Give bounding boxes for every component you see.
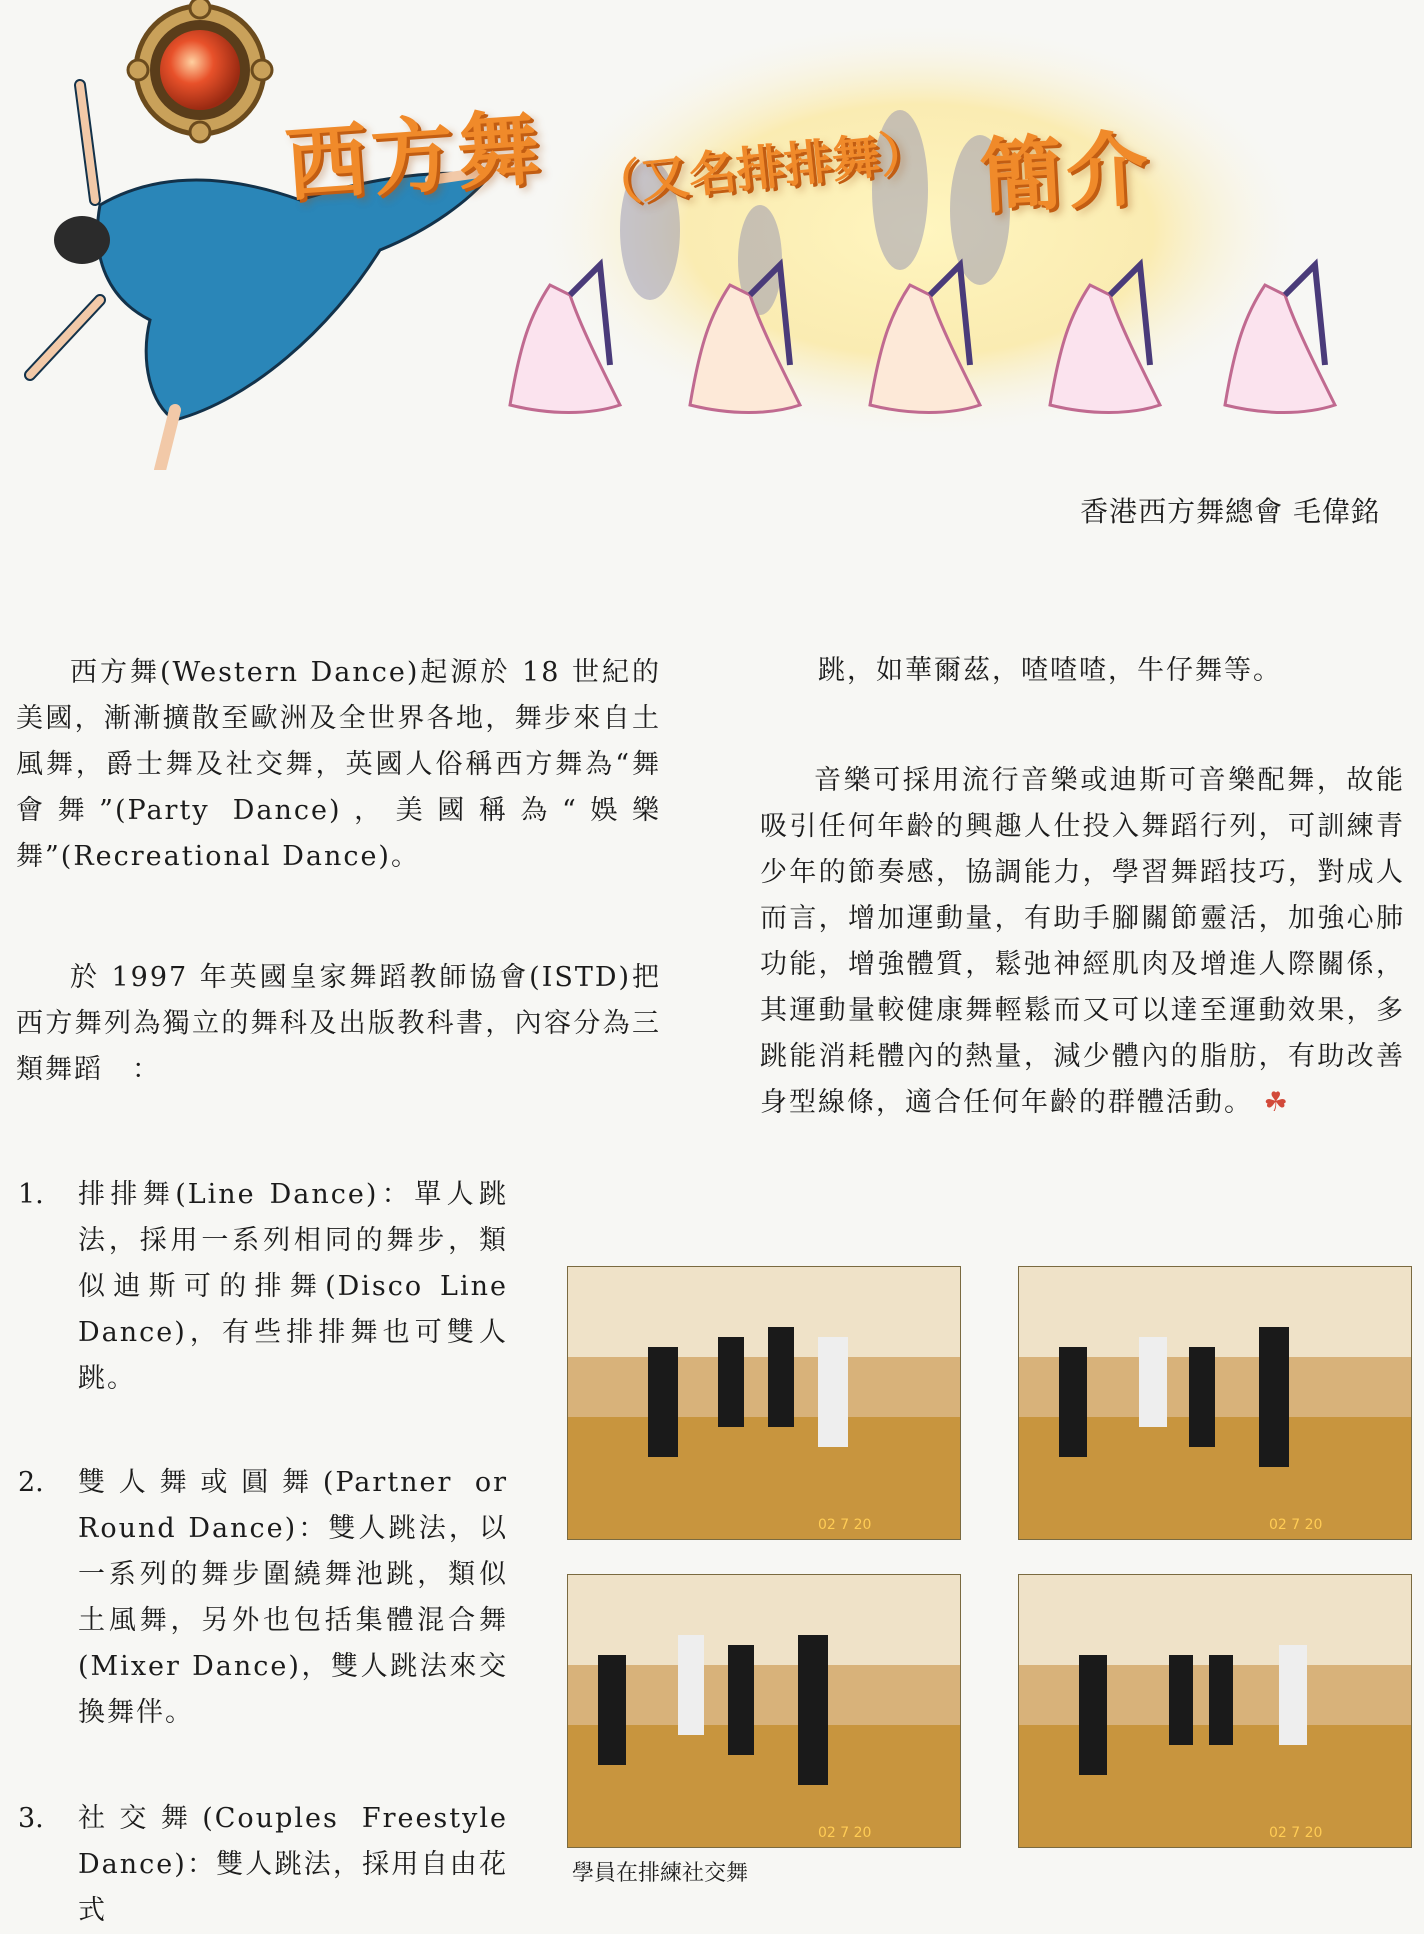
dance-photo-2 [1018,1266,1412,1540]
dance-photo-4 [1018,1574,1412,1848]
intro-paragraph-2: 於 1997 年英國皇家舞蹈教師協會(ISTD)把西方舞列為獨立的舞科及出版教科書，內容分為三類舞蹈 ： [16,962,661,1085]
svg-text:02 7 20: 02 7 20 [818,1517,872,1533]
medallion-icon [128,0,272,142]
svg-text:02 7 20: 02 7 20 [1269,1517,1323,1533]
dance-photo-1 [567,1266,961,1540]
svg-text:02 7 20: 02 7 20 [1269,1825,1323,1841]
trefoil-icon: ☘ [1263,1087,1290,1118]
header-artwork [0,0,1424,470]
photo-caption: 學員在排練社交舞 [572,1861,749,1886]
svg-text:02 7 20: 02 7 20 [818,1825,872,1841]
list-text: 排排舞(Line Dance)：單人跳法，採用一系列相同的舞步，類似迪斯可的排舞(Disco Line Dance)，有些排排舞也可雙人跳。 [78,1179,508,1394]
dance-photo-3 [567,1574,961,1848]
list-text: 社交舞(Couples Freestyle Dance)：雙人跳法，採用自由花式 [78,1803,508,1926]
list-number: 2. [18,1467,44,1498]
intro-paragraph-1: 西方舞(Western Dance)起源於 18 世紀的美國，漸漸擴散至歐洲及全世界各地，舞步來自土風舞，爵士舞及社交舞，英國人俗稱西方舞為“舞會舞”(Party Dance)，美國稱為“娛樂舞”(Recreational Dance)。 [16,657,661,872]
title-main: 西方舞 [282,101,547,214]
author-line: 香港西方舞總會 毛偉銘 [1080,495,1380,528]
right-paragraph-2: 音樂可採用流行音樂或迪斯可音樂配舞，故能吸引任何年齡的興趣人仕投入舞蹈行列，可訓練青少年的節奏感，協調能力，學習舞蹈技巧，對成人而言，增加運動量，有助手腳關節靈活，加強心肺功能，增強體質，鬆弛神經肌肉及增進人際關係，其運動量較健康舞輕鬆而又可以達至運動效果，多跳能消耗體內的熱量，減少體內的脂肪，有助改善身型線條，適合任何年齡的群體活動。 ☘ [760,765,1405,1118]
title-end: 簡介 [977,121,1155,226]
title-subtitle: （又名排排舞） [590,123,931,215]
right-paragraph-1: 跳，如華爾茲，喳喳喳，牛仔舞等。 [818,655,1282,686]
header-banner [0,0,1424,470]
list-text: 雙人舞或圓舞(Partner or Round Dance)：雙人跳法，以一系列的舞步圍繞舞池跳，類似土風舞，另外也包括集體混合舞(Mixer Dance)，雙人跳法來交換舞伴。 [78,1467,508,1728]
list-number: 3. [18,1803,44,1834]
list-number: 1. [18,1179,44,1210]
